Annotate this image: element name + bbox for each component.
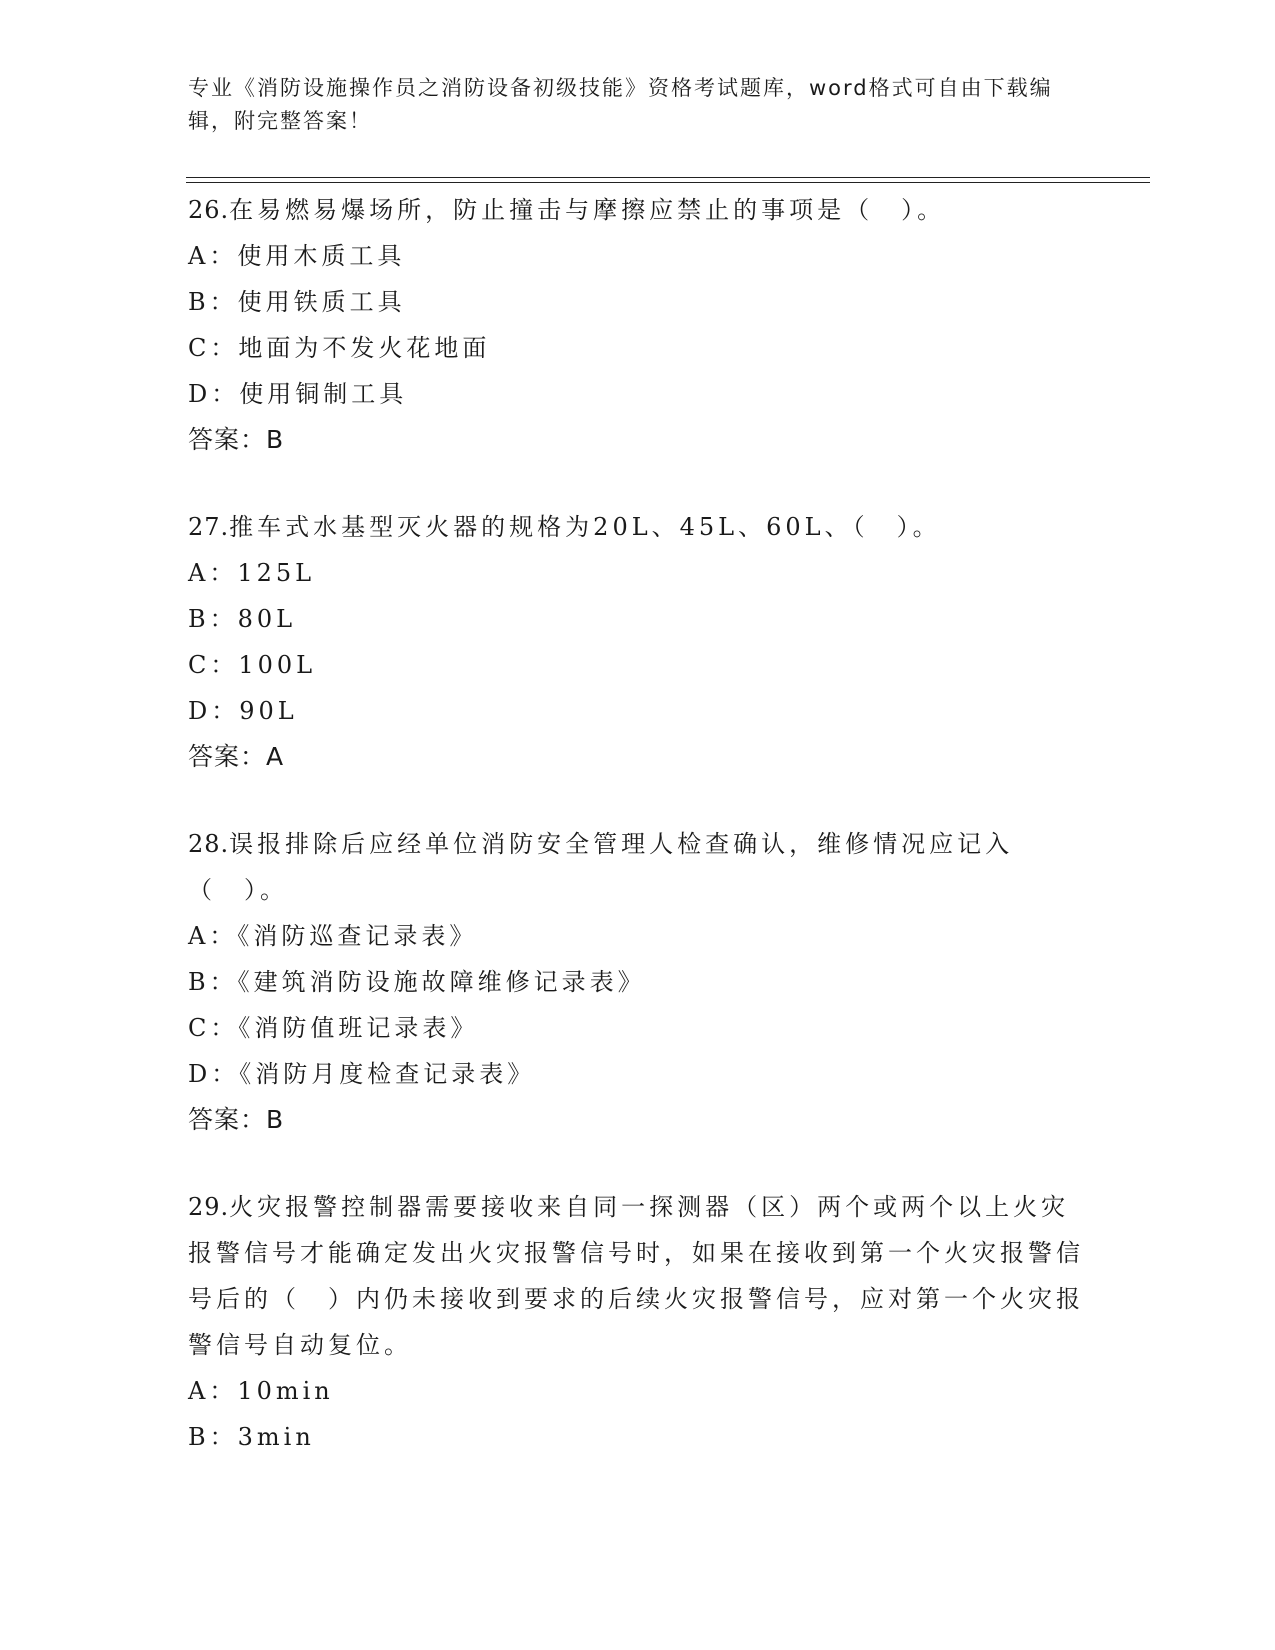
question-number: 29. (188, 1193, 230, 1221)
option-a: A：使用木质工具 (188, 242, 406, 270)
question-number: 28. (188, 830, 230, 858)
option-d: D：90L (188, 697, 298, 725)
question-number: 27. (188, 513, 230, 541)
question-29 (188, 1184, 1088, 1460)
option-c: C：100L (188, 651, 317, 679)
option-a: A：《消防巡查记录表》 (188, 922, 478, 950)
question-26 (188, 187, 1088, 463)
question-text: 27.推车式水基型灭火器的规格为20L、45L、60L、（ ）。 (188, 513, 941, 541)
header-divider-bottom (186, 182, 1150, 183)
header-text: 专业《消防设施操作员之消防设备初级技能》资格考试题库，word格式可自由下载编辑，附完整答案！ (188, 76, 1053, 133)
option-b: B：80L (188, 605, 297, 633)
answer-line: 答案：A (188, 742, 285, 771)
question-28 (188, 821, 1088, 1143)
option-c: C：《消防值班记录表》 (188, 1014, 479, 1042)
option-b: B：3min (188, 1423, 315, 1451)
question-list (188, 187, 1088, 1460)
question-number: 26. (188, 196, 230, 224)
header-divider-top (186, 177, 1150, 178)
option-b: B：《建筑消防设施故障维修记录表》 (188, 968, 646, 996)
question-text: 28.误报排除后应经单位消防安全管理人检查确认，维修情况应记入（ ）。 (188, 830, 1014, 904)
option-a: A：10min (188, 1377, 334, 1405)
answer-line: 答案：B (188, 425, 285, 454)
question-text: 26.在易燃易爆场所，防止撞击与摩擦应禁止的事项是（ ）。 (188, 196, 946, 224)
option-c: C：地面为不发火花地面 (188, 334, 491, 362)
answer-line: 答案：B (188, 1105, 285, 1134)
document-header (188, 72, 1068, 138)
option-d: D：使用铜制工具 (188, 380, 408, 408)
option-b: B：使用铁质工具 (188, 288, 406, 316)
question-text: 29.火灾报警控制器需要接收来自同一探测器（区）两个或两个以上火灾报警信号才能确定发出火灾报警信号时，如果在接收到第一个火灾报警信号后的（ ）内仍未接收到要求的后续火灾报警信号，应对第一个火灾报警信号自动复位。 (188, 1193, 1084, 1359)
question-27 (188, 504, 1088, 780)
option-d: D：《消防月度检查记录表》 (188, 1060, 536, 1088)
option-a: A：125L (188, 559, 316, 587)
